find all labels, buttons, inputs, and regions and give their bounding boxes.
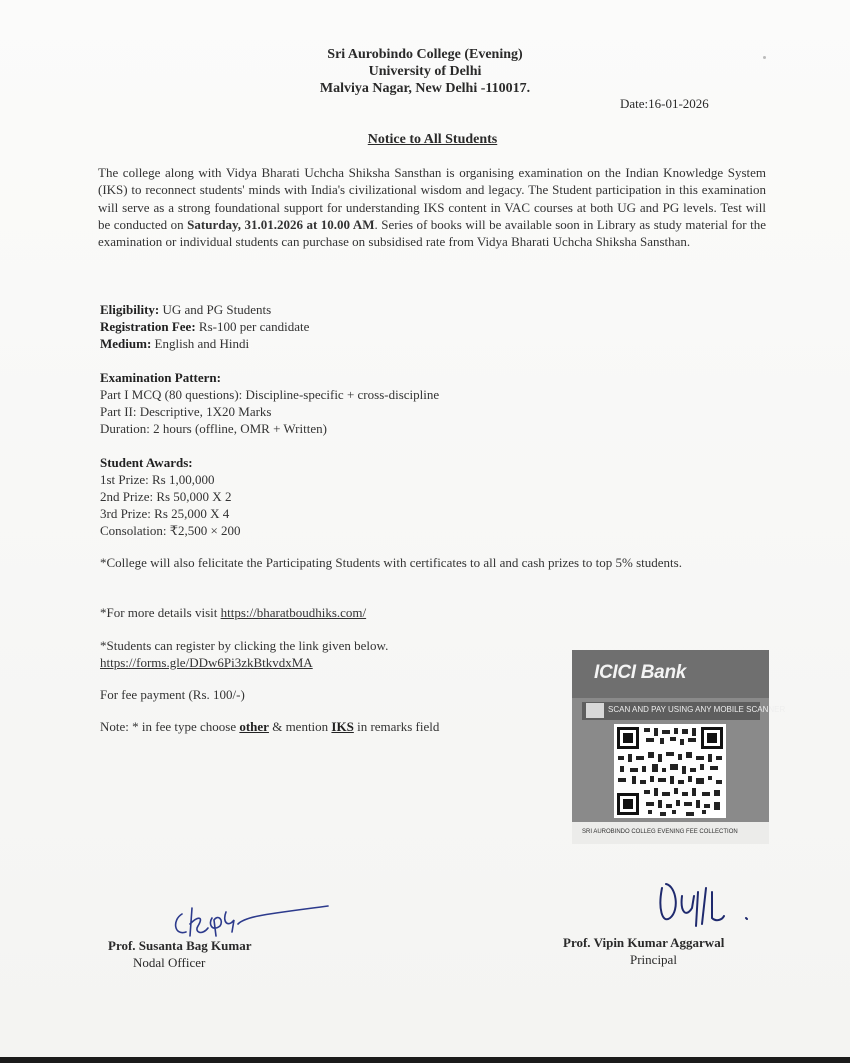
fee-payment-note: For fee payment (Rs. 100/-) [100, 687, 245, 702]
university-name: University of Delhi [368, 64, 482, 79]
payment-qr-card [572, 650, 786, 844]
note-prefix: Note: * in fee type choose [100, 719, 240, 734]
nodal-officer-title: Nodal Officer [133, 955, 206, 970]
scan-icon [586, 703, 604, 718]
medium-label: Medium: [100, 336, 152, 351]
nodal-officer-name: Prof. Susanta Bag Kumar [108, 938, 252, 953]
intro-text-2: . Series of books will be available soon in Library as study material for the examination or individual students can purchase on subsidised rate from Vidya Bharati Uchcha Shiksha Sansthan. [98, 216, 766, 250]
register-note [100, 637, 388, 671]
award-item: 2nd Prize: Rs 50,000 X 2 [100, 489, 232, 504]
awards-heading: Student Awards: [100, 455, 193, 470]
award-item: 3rd Prize: Rs 25,000 X 4 [100, 506, 230, 521]
scan-instruction: SCAN AND PAY USING ANY MOBILE SCANNER [608, 705, 786, 714]
note-iks: IKS [331, 719, 354, 734]
notice-title: Notice to All Students [367, 132, 498, 147]
note-other: other [239, 719, 269, 734]
fee-value: Rs-100 per candidate [195, 319, 310, 334]
letterhead [0, 46, 850, 97]
scan-edge [0, 1057, 850, 1063]
exam-item: Part II: Descriptive, 1X20 Marks [100, 404, 272, 419]
intro-text-1: The college along with Vidya Bharati Uchcha Shiksha Sansthan is organising examination on the Indian Knowledge System (IKS) to reconnect students' minds with India's civilizational wisdom and legacy. The Student participation in this examination will serve as a strong foundational support for understanding IKS content in VAC courses at both UG and PG levels. Test will be conducted on [98, 165, 766, 232]
exam-pattern-heading: Examination Pattern: [100, 370, 221, 385]
principal-name: Prof. Vipin Kumar Aggarwal [563, 935, 725, 950]
award-item: 1st Prize: Rs 1,00,000 [100, 472, 215, 487]
exam-datetime: Saturday, 31.01.2026 at 10.00 AM [187, 216, 375, 232]
fee-label: Registration Fee: [100, 319, 196, 334]
register-link[interactable]: https://forms.gle/DDw6Pi3zkBtkvdxMA [100, 655, 313, 670]
exam-item: Part I MCQ (80 questions): Discipline-specific + cross-discipline [100, 387, 440, 402]
felicitate-note: *College will also felicitate the Participating Students with certificates to all and cash prizes to top 5% students. [100, 555, 682, 570]
note-mid: & mention [268, 719, 332, 734]
intro-paragraph [98, 164, 766, 250]
eligibility-block [100, 301, 309, 352]
fee-type-note [100, 718, 439, 735]
details-link[interactable]: https://bharatboudhiks.com/ [220, 605, 367, 620]
qr-code[interactable] [614, 724, 726, 818]
award-item: Consolation: ₹2,500 × 200 [100, 523, 241, 538]
eligibility-value: UG and PG Students [159, 302, 272, 317]
college-name: Sri Aurobindo College (Evening) [327, 47, 523, 62]
bank-logo: ICICI Bank [594, 662, 687, 683]
register-text: *Students can register by clicking the link given below. [100, 638, 389, 653]
exam-pattern-block [100, 369, 439, 437]
medium-value: English and Hindi [151, 336, 250, 351]
notice-date: Date:16-01-2026 [620, 96, 709, 111]
details-note [100, 604, 366, 621]
exam-item: Duration: 2 hours (offline, OMR + Written) [100, 421, 327, 436]
principal-signature [652, 878, 762, 934]
details-note-text: *For more details visit [100, 605, 221, 620]
awards-block [100, 454, 241, 539]
eligibility-label: Eligibility: [100, 302, 160, 317]
principal-title: Principal [630, 952, 677, 967]
qr-code-graphic [614, 724, 726, 818]
note-suffix: in remarks field [353, 719, 440, 734]
college-address: Malviya Nagar, New Delhi -110017. [319, 81, 531, 96]
qr-caption: SRI AUROBINDO COLLEG EVENING FEE COLLECTION [582, 829, 738, 835]
